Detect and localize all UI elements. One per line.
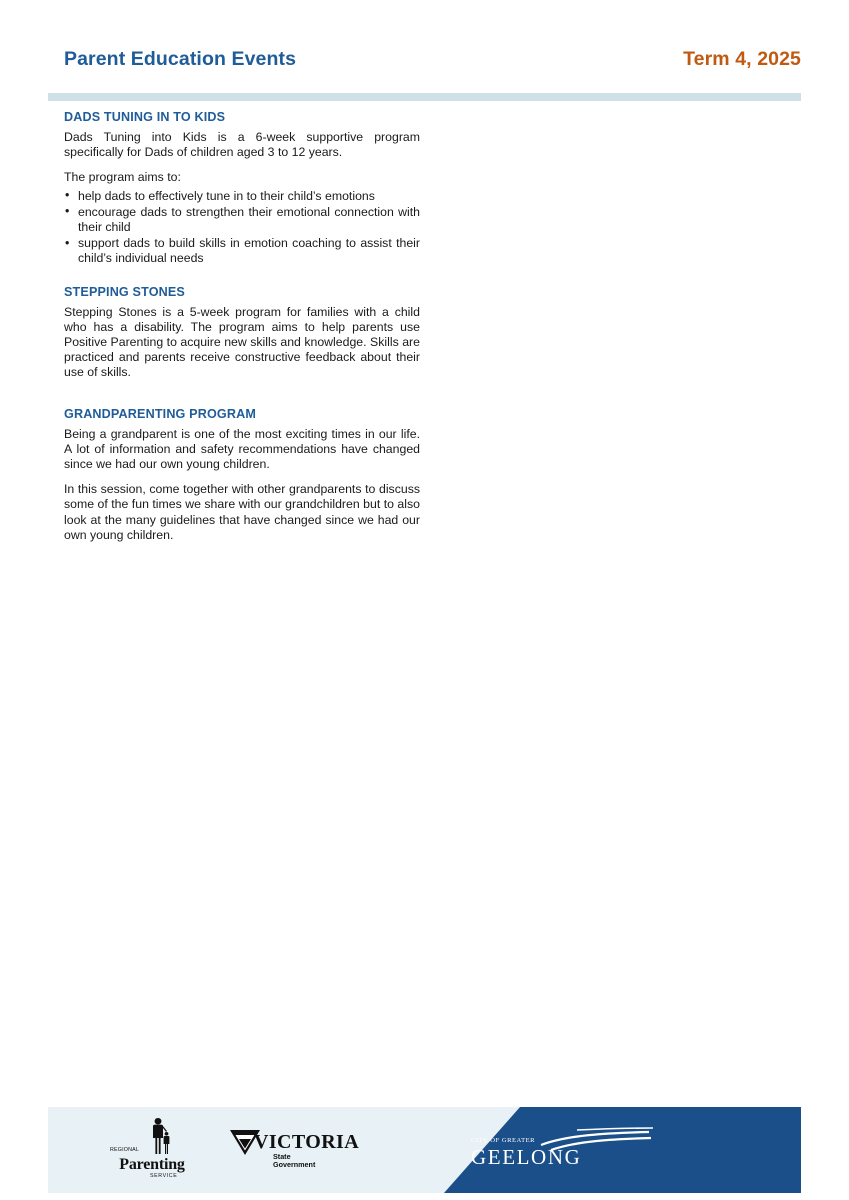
section-paragraph: Dads Tuning into Kids is a 6-week supportive program specifically for Dads of children aged 3 to 12 years. [64,130,420,160]
page-header [64,48,801,71]
victoria-subtitle [273,1153,315,1170]
list-item: • help dads to effectively tune in to their child’s emotions [64,189,420,204]
section-heading-dads-tuning-in-to-kids: DADS TUNING IN TO KIDS [64,110,226,124]
section-heading-stepping-stones: STEPPING STONES [64,284,185,299]
city-of-greater-geelong-logo [471,1127,691,1175]
section-heading-grandparenting-program: GRANDPARENTING PROGRAM [64,406,256,421]
regional-parenting-top-word: REGIONAL [110,1147,139,1153]
regional-parenting-main-word: Parenting [119,1156,185,1173]
geelong-wordmark: GEELONG [471,1145,582,1169]
page-title: Parent Education Events [64,48,297,70]
page-footer [48,1107,801,1193]
header-divider [48,93,801,101]
regional-parenting-bottom-word: SERVICE [150,1173,178,1179]
victoria-subtitle-line-2: Government [273,1160,316,1170]
list-item: • support dads to build skills in emotion coaching to assist their child’s individual needs [64,236,420,266]
term-label: Term 4, 2025 [683,48,801,70]
section-paragraph: Being a grandparent is one of the most exciting times in our life. A lot of information and safety recommendations have changed since we had our own young children. [64,426,420,472]
victoria-state-government-logo [228,1125,358,1175]
parent-child-figure-icon [146,1116,172,1156]
geelong-small-text: CITY OF GREATER [471,1137,536,1144]
victoria-wordmark: VICTORIA [254,1131,360,1153]
aims-bullet-list [64,189,420,267]
list-item: • encourage dads to strengthen their emotional connection with their child [64,205,420,235]
victoria-subtitle-line-1: State [273,1152,291,1161]
document-body [64,110,420,543]
section-paragraph: In this session, come together with other grandparents to discuss some of the fun times we share with our grandchildren but to also look at the many guidelines that have changed since we had our own young children. [64,482,420,542]
regional-parenting-service-logo [104,1116,200,1184]
section-paragraph-lead-in: The program aims to: [64,170,181,185]
section-paragraph: Stepping Stones is a 5-week program for families with a child who has a disability. The program aims to help parents use Positive Parenting to acquire new skills and knowledge. Skills are practiced and parents receive constructive feedback about their use of skills. [64,304,420,380]
